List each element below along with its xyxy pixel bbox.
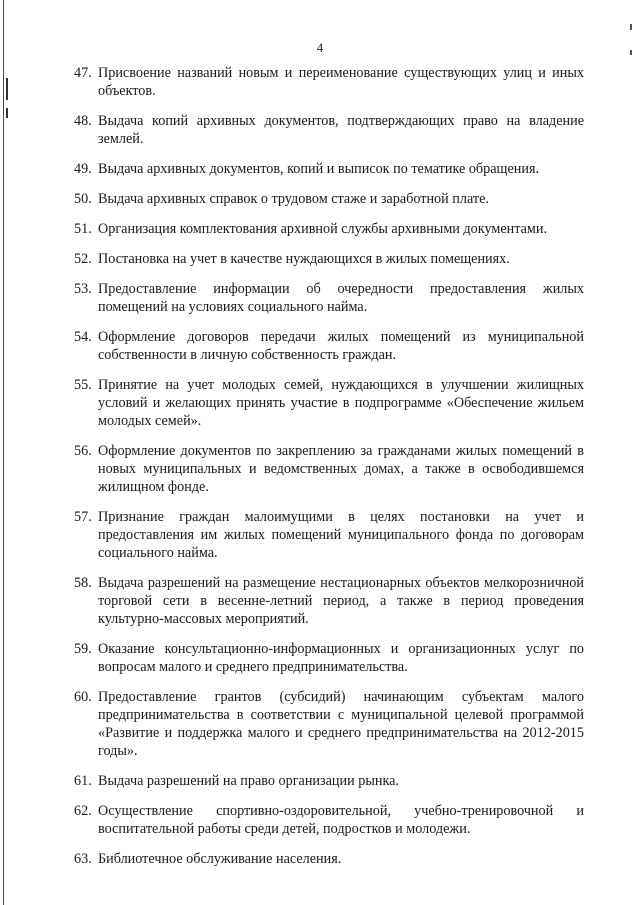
list-item	[74, 802, 584, 838]
item-number: 57.	[74, 509, 92, 525]
scan-mark	[630, 24, 632, 30]
list-item	[74, 112, 584, 148]
item-number: 58.	[74, 575, 92, 591]
list-item	[74, 850, 584, 868]
scan-mark	[6, 108, 8, 118]
item-text: Признание граждан малоимущими в целях постановки на учет и предоставления им жилых помещений муниципального фонда по договорам социального найма.	[98, 509, 584, 561]
list-item	[74, 220, 584, 238]
item-number: 47.	[74, 65, 92, 81]
scan-mark	[6, 78, 8, 100]
list-item	[74, 574, 584, 628]
item-number: 63.	[74, 851, 92, 867]
item-number: 51.	[74, 221, 92, 237]
list-item	[74, 280, 584, 316]
item-number: 50.	[74, 191, 92, 207]
item-text: Оформление договоров передачи жилых помещений из муниципальной собственности в личную собственность граждан.	[98, 329, 584, 363]
item-text: Постановка на учет в качестве нуждающихся в жилых помещениях.	[98, 251, 510, 267]
list-item	[74, 442, 584, 496]
item-number: 61.	[74, 773, 92, 789]
item-number: 56.	[74, 443, 92, 459]
item-number: 52.	[74, 251, 92, 267]
item-number: 54.	[74, 329, 92, 345]
list-item	[74, 160, 584, 178]
list-item	[74, 328, 584, 364]
item-text: Выдача архивных справок о трудовом стаже и заработной плате.	[98, 191, 489, 207]
list-item	[74, 772, 584, 790]
item-text: Оказание консультационно-информационных и организационных услуг по вопросам малого и среднего предпринимательства.	[98, 641, 584, 675]
item-text: Предоставление информации об очередности предоставления жилых помещений на условиях социального найма.	[98, 281, 584, 315]
item-text: Организация комплектования архивной службы архивными документами.	[98, 221, 548, 237]
list-item	[74, 376, 584, 430]
scan-edge-line	[3, 0, 4, 905]
item-text: Оформление документов по закреплению за гражданами жилых помещений в новых муниципальных и ведомственных домах, а также в освободившемся жилищном фонде.	[98, 443, 584, 495]
item-number: 49.	[74, 161, 92, 177]
list-item	[74, 64, 584, 100]
list-item	[74, 508, 584, 562]
item-text: Выдача копий архивных документов, подтверждающих право на владение землей.	[98, 113, 584, 147]
page-number: 4	[316, 40, 324, 55]
item-text: Присвоение названий новым и переименование существующих улиц и иных объектов.	[98, 65, 584, 99]
item-text: Принятие на учет молодых семей, нуждающихся в улучшении жилищных условий и желающих принять участие в подпрограмме «Обеспечение жильем молодых семей».	[98, 377, 584, 429]
item-text: Осуществление спортивно-оздоровительной, учебно-тренировочной и воспитательной работы среди детей, подростков и молодежи.	[98, 803, 584, 837]
item-text: Выдача разрешений на право организации рынка.	[98, 773, 399, 789]
list-item	[74, 190, 584, 208]
list-item	[74, 250, 584, 268]
item-number: 62.	[74, 803, 92, 819]
item-text: Предоставление грантов (субсидий) начинающим субъектам малого предпринимательства в соответствии с муниципальной целевой программой «Развитие и поддержка малого и среднего предпринимательства на 2012-2015 годы».	[98, 689, 584, 759]
item-number: 53.	[74, 281, 92, 297]
item-text: Выдача архивных документов, копий и выписок по тематике обращения.	[98, 161, 540, 177]
item-number: 48.	[74, 113, 92, 129]
list-item	[74, 688, 584, 760]
item-number: 60.	[74, 689, 92, 705]
services-list	[74, 64, 584, 880]
item-number: 55.	[74, 377, 92, 393]
item-text: Выдача разрешений на размещение нестационарных объектов мелкорозничной торговой сети в весенне-летний период, а также в период проведения культурно-массовых мероприятий.	[98, 575, 584, 627]
list-item	[74, 640, 584, 676]
item-text: Библиотечное обслуживание населения.	[98, 851, 342, 867]
item-number: 59.	[74, 641, 92, 657]
